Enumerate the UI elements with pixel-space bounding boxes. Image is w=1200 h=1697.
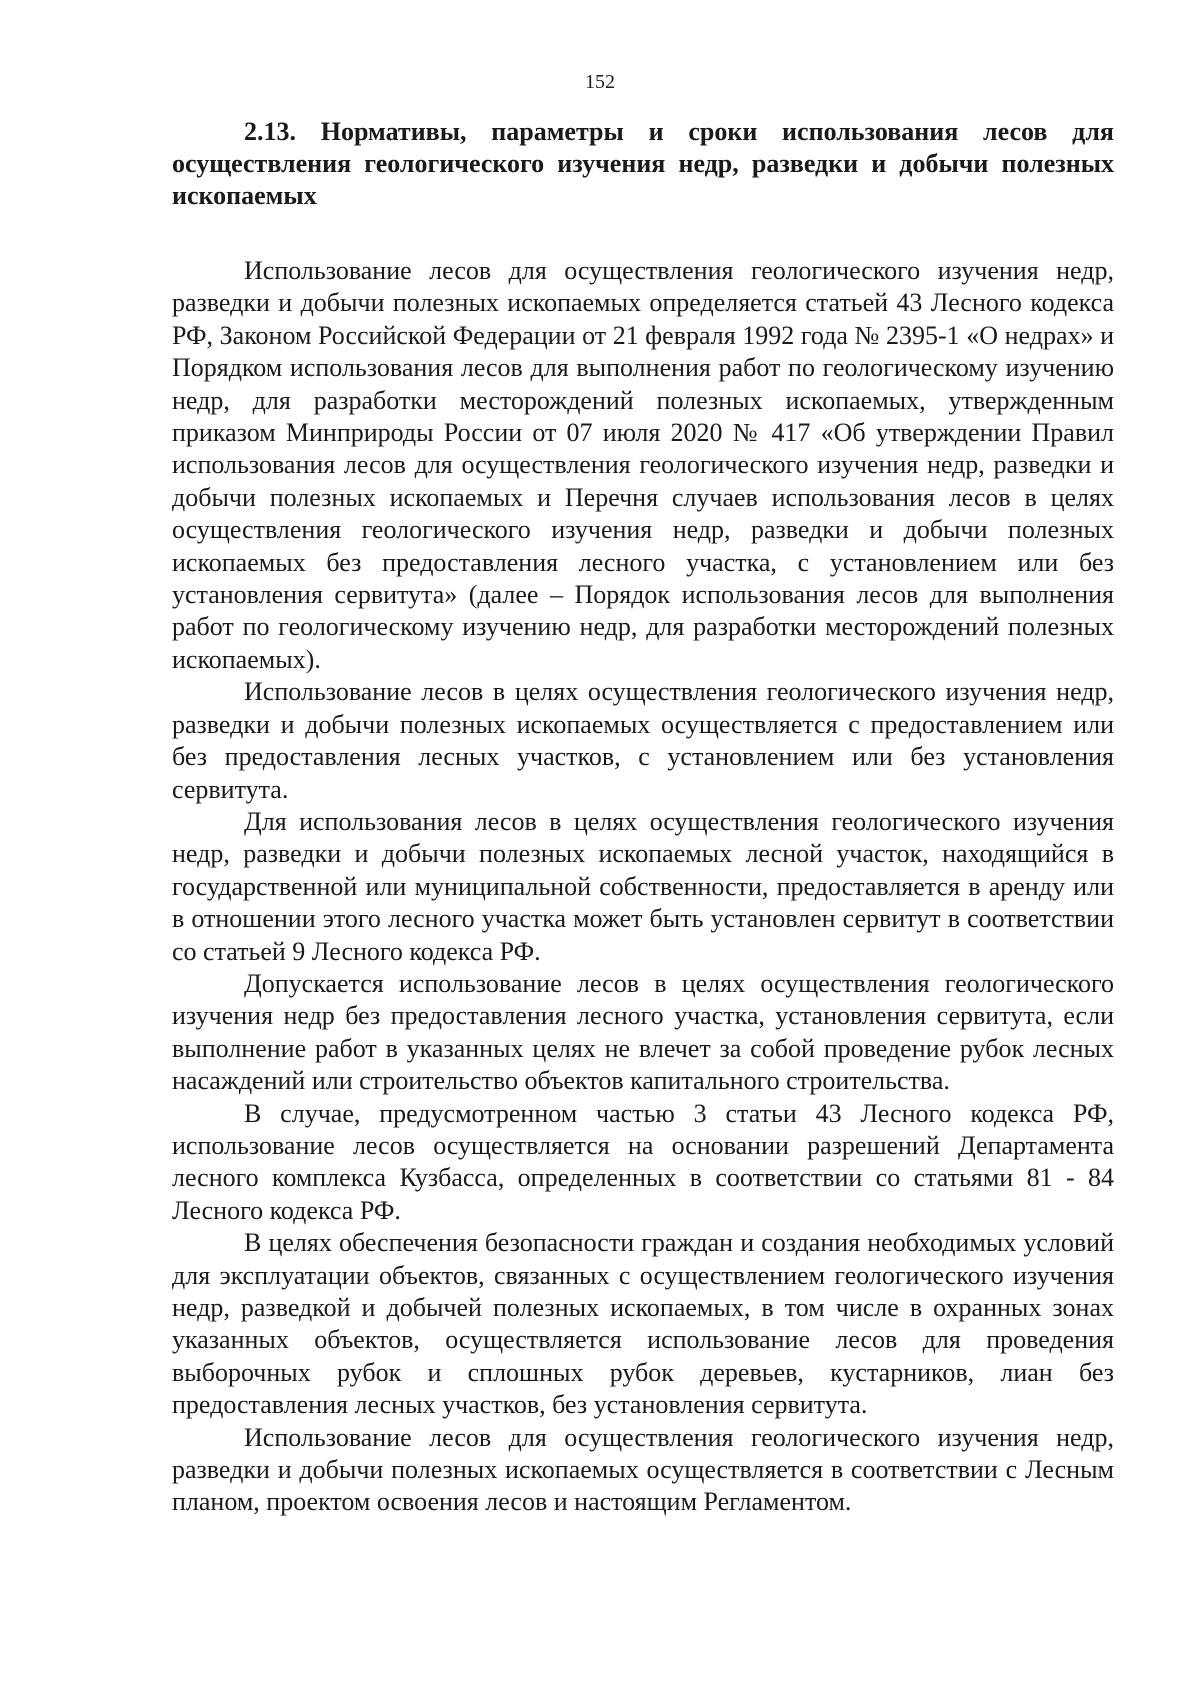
paragraph: Использование лесов для осуществления геологического изучения недр, разведки и добычи полезных ископаемых определяется статьей 43 Лесного кодекса РФ, Законом Российской Федерации от 21 февраля 1992 года № 2395-1 «О недрах» и Порядком использования лесов для выполнения работ по геологическому изучению недр, для разработки месторождений полезных ископаемых, утвержденным приказом Минприроды России от 07 июля 2020 № 417 «Об утверждении Правил использования лесов для осуществления геологического изучения недр, разведки и добычи полезных ископаемых и Перечня случаев использования лесов в целях осуществления геологического изучения недр, разведки и добычи полезных ископаемых без предоставления лесного участка, с установлением или без установления сервитута» (далее – Порядок использования лесов для выполнения работ по геологическому изучению недр, для разработки месторождений полезных ископаемых). <box>172 256 1114 674</box>
paragraph: В случае, предусмотренном частью 3 статьи 43 Лесного кодекса РФ, использование лесов осуществляется на основании разрешений Департамента лесного комплекса Кузбасса, определенных в соответствии со статьями 81 - 84 Лесного кодекса РФ. <box>172 1098 1114 1225</box>
paragraph: Использование лесов в целях осуществления геологического изучения недр, разведки и добычи полезных ископаемых осуществляется с предоставлением или без предоставления лесных участков, с установлением или без установления сервитута. <box>172 677 1114 804</box>
paragraph: Использование лесов для осуществления геологического изучения недр, разведки и добычи полезных ископаемых осуществляется в соответствии с Лесным планом, проектом освоения лесов и настоящим Регламентом. <box>172 1422 1114 1517</box>
paragraph: В целях обеспечения безопасности граждан и создания необходимых условий для эксплуатации объектов, связанных с осуществлением геологического изучения недр, разведкой и добычей полезных ископаемых, в том числе в охранных зонах указанных объектов, осуществляется использование лесов для проведения выборочных рубок и сплошных рубок деревьев, кустарников, лиан без предоставления лесных участков, без установления сервитута. <box>172 1228 1114 1420</box>
paragraph: Для использования лесов в целях осуществления геологического изучения недр, разведки и добычи полезных ископаемых лесной участок, находящийся в государственной или муниципальной собственности, предоставляется в аренду или в отношении этого лесного участка может быть установлен сервитут в соответствии со статьей 9 Лесного кодекса РФ. <box>172 806 1114 966</box>
section-title: 2.13. Нормативы, параметры и сроки использования лесов для осуществления геологического изучения недр, разведки и добычи полезных ископаемых <box>172 117 1114 210</box>
paragraph: Допускается использование лесов в целях осуществления геологического изучения недр без предоставления лесного участка, установления сервитута, если выполнение работ в указанных целях не влечет за собой проведение рубок лесных насаждений или строительство объектов капитального строительства. <box>172 968 1114 1096</box>
body-text <box>172 255 1114 1519</box>
page-number: 152 <box>585 71 615 93</box>
page-content <box>172 116 1114 1519</box>
